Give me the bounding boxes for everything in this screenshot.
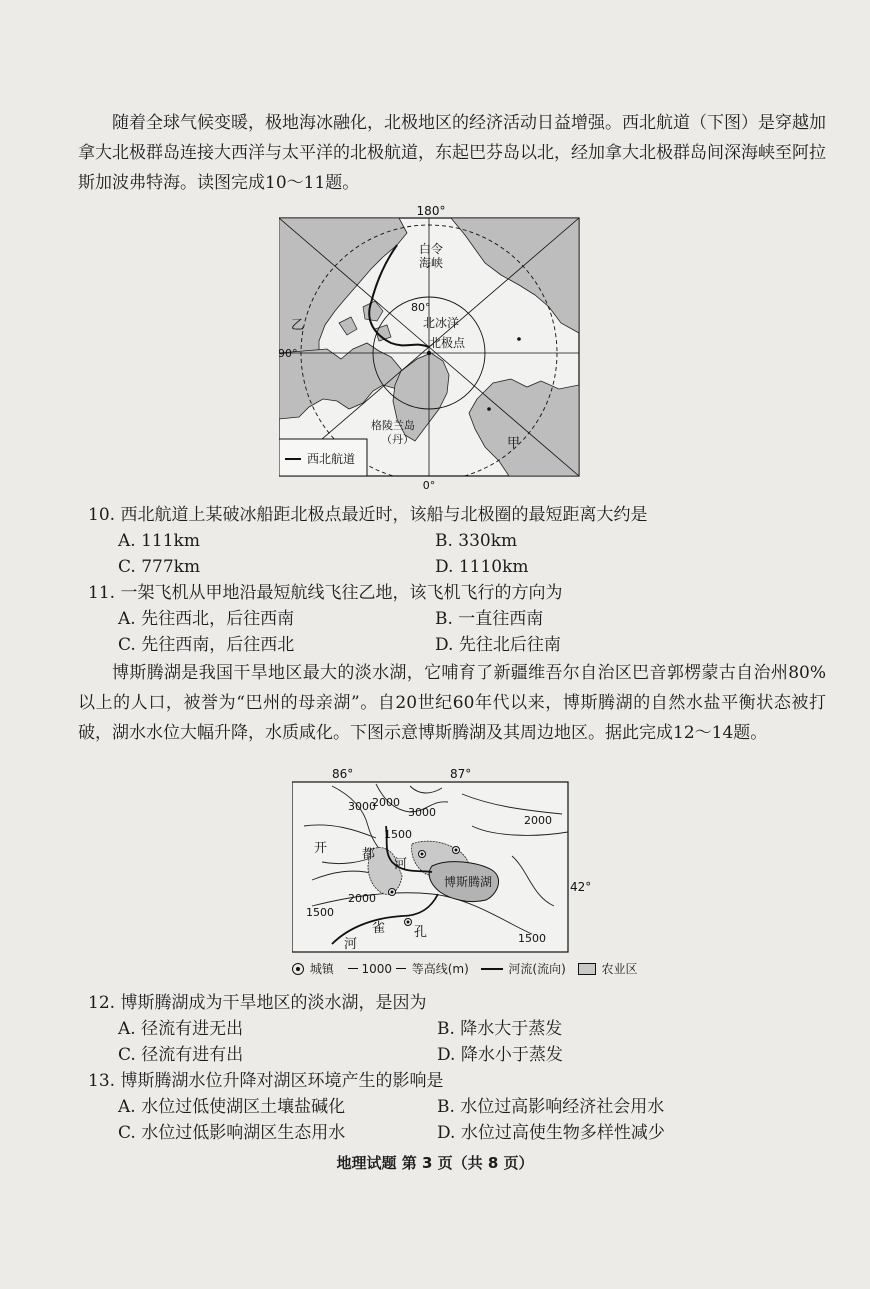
label-kai: 开 (314, 841, 328, 856)
contour-2000-a: 2000 (372, 796, 400, 809)
contour-1500-a: 1500 (384, 828, 412, 841)
legend-contour-label: 等高线(m) (411, 962, 469, 976)
label-du: 都 (362, 847, 376, 862)
legend-route-label: 西北航道 (307, 452, 356, 466)
label-90: 90° (279, 347, 298, 360)
contour-2000-b: 2000 (524, 814, 552, 827)
label-80: 80° (411, 301, 431, 314)
label-que: 雀 (372, 921, 386, 936)
label-he-1: 河 (394, 857, 408, 872)
label-zha: 孔 (414, 925, 428, 940)
page-footer: 地理试题 第 3 页（共 8 页） (336, 1154, 534, 1172)
q13-option-c: C. 水位过低影响湖区生态用水 (118, 1123, 346, 1143)
label-bosten-lake: 博斯腾湖 (444, 875, 493, 889)
label-0: 0° (422, 479, 436, 492)
arctic-map (279, 203, 599, 493)
question-13-stem: 13. 博斯腾湖水位升降对湖区环境产生的影响是 (88, 1071, 444, 1091)
q11-option-b: B. 一直往西南 (435, 609, 544, 629)
bosten-lake-map (292, 766, 592, 956)
intro-paragraph-1: 随着全球气候变暖，极地海冰融化，北极地区的经济活动日益增强。西北航道（下图）是穿越加拿大北极群岛连接大西洋与太平洋的北极航道，东起巴芬岛以北，经加拿大北极群岛间深海峡至阿拉斯加波弗特海。读图完成10～11题。 (78, 113, 826, 193)
label-86: 86° (332, 767, 354, 781)
label-bering-2: 海峡 (419, 256, 444, 270)
intro-paragraph-2: 博斯腾湖是我国干旱地区最大的淡水湖，它哺育了新疆维吾尔自治区巴音郭楞蒙古自治州80%以上的人口，被誉为“巴州的母亲湖”。自20世纪60年代以来，博斯腾湖的自然水盐平衡状态被打破，湖水水位大幅升降，水质咸化。下图示意博斯腾湖及其周边地区。据此完成12～14题。 (78, 663, 826, 743)
label-he-2: 河 (344, 937, 358, 952)
label-87: 87° (450, 767, 472, 781)
arctic-map-figure (279, 203, 599, 493)
label-180: 180° (416, 204, 446, 218)
q11-option-d: D. 先往北后往南 (435, 635, 561, 655)
label-yi: 乙 (291, 318, 305, 333)
q13-option-d: D. 水位过高使生物多样性减少 (437, 1123, 665, 1143)
legend-contour-value: 1000 (361, 961, 393, 976)
bosten-map-legend (292, 960, 638, 977)
q10-option-c: C. 777km (118, 557, 201, 577)
contour-line-icon (348, 968, 358, 969)
q10-option-a: A. 111km (118, 531, 200, 551)
q10-option-d: D. 1110km (435, 557, 529, 577)
legend-farm-label: 农业区 (601, 962, 638, 976)
q13-option-a: A. 水位过低使湖区土壤盐碱化 (118, 1097, 346, 1117)
legend-town-label: 城镇 (309, 962, 334, 976)
contour-1500-b: 1500 (306, 906, 334, 919)
label-jia: 甲 (507, 436, 521, 451)
label-greenland-2: （丹） (381, 433, 414, 446)
q10-option-b: B. 330km (435, 531, 518, 551)
question-10-stem: 10. 西北航道上某破冰船距北极点最近时，该船与北极圈的最短距离大约是 (88, 505, 648, 525)
q12-option-c: C. 径流有进有出 (118, 1045, 244, 1065)
farm-area-icon (578, 963, 596, 975)
contour-line-icon-2 (396, 968, 406, 969)
question-11-stem: 11. 一架飞机从甲地沿最短航线飞往乙地，该飞机飞行的方向为 (88, 583, 563, 603)
question-12-stem: 12. 博斯腾湖成为干旱地区的淡水湖，是因为 (88, 993, 427, 1013)
contour-1500-c: 1500 (518, 932, 546, 945)
q12-option-a: A. 径流有进无出 (118, 1019, 244, 1039)
q12-option-d: D. 降水小于蒸发 (437, 1045, 563, 1065)
label-north-pole: 北极点 (429, 336, 466, 350)
contour-3000-a: 3000 (348, 800, 376, 813)
q11-option-a: A. 先往西北，后往西南 (118, 609, 295, 629)
label-42: 42° (570, 880, 592, 894)
q11-option-c: C. 先往西南，后往西北 (118, 635, 295, 655)
river-arrow-icon (481, 968, 503, 970)
bosten-lake-map-figure (292, 766, 592, 956)
label-bering-1: 白令 (419, 242, 444, 256)
legend-river-label: 河流(流向) (508, 962, 566, 976)
town-icon (292, 963, 304, 975)
contour-2000-c: 2000 (348, 892, 376, 905)
q12-option-b: B. 降水大于蒸发 (437, 1019, 563, 1039)
contour-3000-b: 3000 (408, 806, 436, 819)
label-arctic-ocean: 北冰洋 (423, 316, 460, 330)
label-greenland-1: 格陵兰岛 (371, 419, 415, 432)
q13-option-b: B. 水位过高影响经济社会用水 (437, 1097, 665, 1117)
